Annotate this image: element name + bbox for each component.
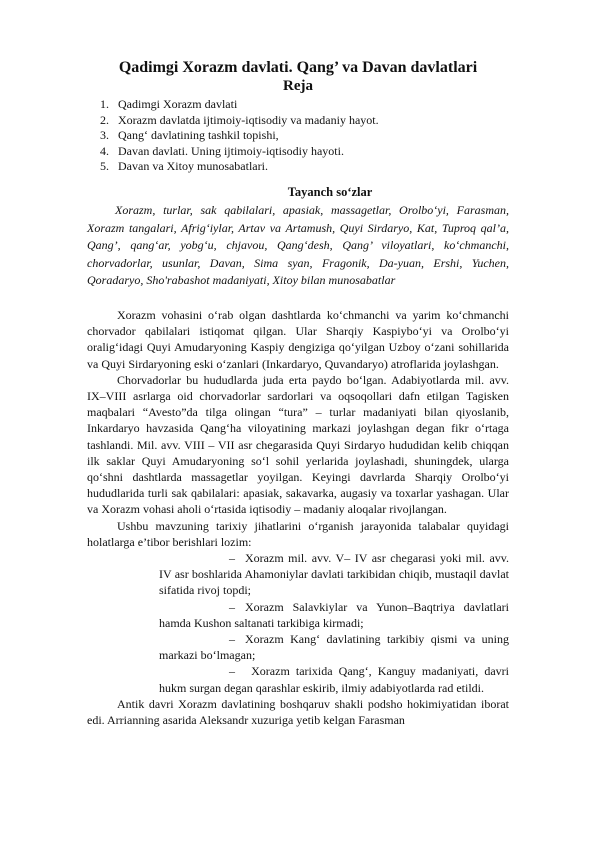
bullet-text: Xorazm mil. avv. V– IV asr chegarasi yoki mil. avv. IV asr boshlarida Ahamoniylar davlati tarkibidan chiqib, mustaqil davlat sifatida rivoj topdi; [159, 551, 509, 598]
plan-item-text: Davan va Xitoy munosabatlari. [118, 159, 268, 174]
bullet-dash: – [229, 632, 235, 647]
body-paragraph: Xorazm vohasini o‘rab olgan dashtlarda ko‘chmanchi va yarim ko‘chmanchi chorvador qabilalari istiqomat qilgan. Ular Sharqiy Kaspiybo‘yi va Orolbo‘yi oralig‘idagi Quyi Amudaryoning Kaspiy dengiziga qo‘yilgan Uzboy o‘zani sohillarida va Quyi Sirdaryoning eski o‘zanlari (Inkardaryo, Quvandaryo) atroflarida joylashgan. [87, 308, 509, 371]
plan-item [100, 97, 379, 113]
bullet-dash: – [229, 664, 235, 679]
bullet-item [87, 550, 509, 599]
plan-item-text: Qadimgi Xorazm davlati [118, 97, 238, 111]
plan-item-number: 4. [100, 143, 109, 158]
document-body [87, 307, 509, 728]
body-paragraph: Antik davri Xorazm davlatining boshqaruv shakli podsho hokimiyatidan iborat edi. Arrianning asarida Aleksandr xuzuriga yetib kelgan Farasman [87, 696, 509, 728]
bullet-text: Xorazm tarixida Qang‘, Kanguy madaniyati, davri hukm surgan degan qarashlar eskirib, ilmiy adabiyotlarda rad etildi. [159, 664, 509, 695]
bullet-item [87, 663, 509, 695]
plan-item-number: 1. [100, 97, 109, 111]
plan-item-text: Qang‘ davlatining tashkil topishi, [118, 128, 279, 143]
plan-item-text: Xorazm davlatda ijtimoiy-iqtisodiy va madaniy hayot. [118, 112, 379, 127]
plan-item-number: 5. [100, 159, 109, 174]
bullet-text: Xorazm Kang‘ davlatining tarkibiy qismi va uning markazi bo‘lmagan; [159, 632, 509, 663]
bullet-dash: – [229, 551, 235, 566]
plan-item [100, 159, 379, 175]
plan-item-text: Davan davlati. Uning ijtimoiy-iqtisodiy hayoti. [118, 143, 344, 158]
plan-item-number: 2. [100, 112, 109, 127]
bullet-text: Xorazm Salavkiylar va Yunon–Baqtriya davlatlari hamda Kushon saltanati tarkibiga kirmadi; [159, 599, 509, 630]
plan-item [100, 144, 379, 160]
plan-heading: Reja [283, 78, 313, 94]
bullet-item [87, 631, 509, 663]
bullet-item [87, 599, 509, 631]
plan-list [100, 97, 379, 175]
plan-item [100, 128, 379, 144]
keywords-paragraph: Xorazm, turlar, sak qabilalari, apasiak, massagetlar, Orolbo‘yi, Farasman, Xorazm tangalari, Afrig‘iylar, Artav va Artamush, Quyi Sirdaryo, Kat, Tuproq qal’a, Qang’, qang‘ar, yobg‘u, chjavou, Qang‘desh, Qang’ viloyatlari, ko‘chmanchi, chorvadorlar, usunlar, Davan, Sima syan, Fragonik, Da-yuan, Ershi, Yuchen, Qoradaryo, Sho'rabashot madaniyati, Xitoy bilan munosabatlar [87, 203, 509, 287]
keywords-heading: Tayanch so‘zlar [287, 185, 373, 199]
bullet-dash: – [229, 599, 235, 614]
plan-item-number: 3. [100, 128, 109, 143]
body-paragraph: Chorvadorlar bu hududlarda juda erta paydo bo‘lgan. Adabiyotlarda mil. avv. IX–VIII asrlarga oid chorvadorlar sardorlari va oqsoqollari dafn etilgan Tagisken maqbalari “Avesto”da tilga olingan “tura” – turlar madaniyati bilan qiyoslanib, Inkardaryo havzasida Qang‘ha viloyatining markazi joylashgan degan fikr o‘rtaga tashlandi. Mil. avv. VIII – VII asr chegarasida Quyi Sirdaryo hududidan kelib chiqqan ilk saklar Quyi Amudaryoning so‘l sohil yerlarida joylashadi, shuningdek, ularga qo‘shni dashtlarda massagetlar yoyilgan. Keyingi davrlarda Sharqiy Orolbo‘yi hududlarida turli sak qabilalari: apasiak, sakavarka, augasiy va toxarlar yashagan. Ular va Xorazm vohasi aholi o‘rtasida iqtisodiy – madaniy aloqalar rivojlangan. [87, 372, 509, 517]
body-paragraph: Ushbu mavzuning tarixiy jihatlarini o‘rganish jarayonida talabalar quyidagi holatlarga e’tibor berishlari lozim: [87, 518, 509, 549]
document-title: Qadimgi Xorazm davlati. Qang’ va Davan davlatlari [118, 59, 478, 76]
plan-item [100, 113, 379, 129]
